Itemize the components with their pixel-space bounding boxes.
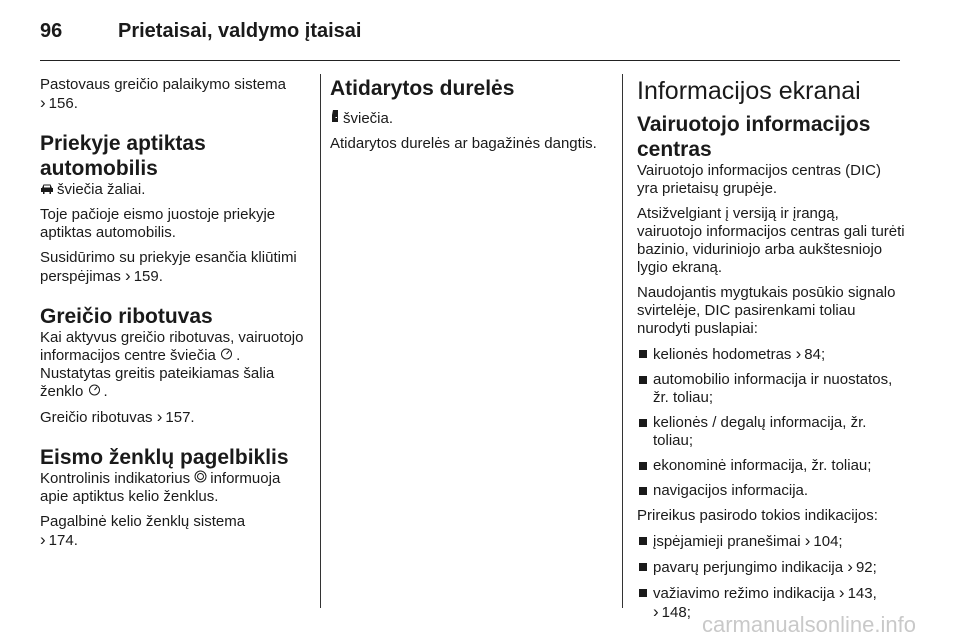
watermark: carmanualsonline.info [701,612,916,637]
page-header [40,20,900,61]
column-divider [320,74,321,608]
page-list [637,345,905,500]
list-item: kelionės hodometras › 84; [637,345,905,364]
paragraph: Vairuotojo informacijos centras (DIC) yra prietaisų grupėje. [637,162,881,197]
page-number: 96 [40,20,63,42]
paragraph: Atidarytos durelės ar bagažinės dangtis. [330,135,597,152]
paragraph: Susidūrimo su priekyje esančia kliūtimi perspėjimas › 159. [40,249,310,286]
page-ref: › 159. [125,268,163,285]
page-ref: › 157. [157,409,195,426]
list-item: važiavimo režimo indikacija › 143, › 148; [637,584,905,622]
page-ref: › 104; [805,533,843,550]
paragraph: Naudojantis mygtukais posūkio signalo svirtelėje, DIC pasirenkami toliau nurodyti puslapiai: [637,284,896,337]
list-item: automobilio informacija ir nuostatos, žr. toliau; [637,371,905,407]
section-heading: Vairuotojo informacijos centras [637,113,871,161]
paragraph: Kai aktyvus greičio ribotuvas, vairuotojo informacijos centre šviečia . Nustatytas greitis pateikiamas šalia ženklo . [40,329,304,400]
section-heading: Eismo ženklų pagelbiklis [40,446,289,469]
paragraph: šviečia žaliai. [40,181,310,199]
column-left [40,76,310,557]
list-item: kelionės / degalų informacija, žr. toliau; [637,414,905,450]
section-heading: Greičio ribotuvas [40,305,213,328]
section-heading: Priekyje aptiktas automobilis [40,132,206,180]
page-ref: › 143, [839,585,877,602]
page-ref: › 92; [847,559,877,576]
list-item: pavarų perjungimo indikacija › 92; [637,558,905,577]
column-right [637,76,905,629]
traffic-sign-icon [194,470,207,488]
column-middle [330,76,600,160]
car-icon [40,181,54,199]
paragraph: šviečia. [330,109,600,128]
paragraph: Atsižvelgiant į versiją ir įrangą, vairuotojo informacijos centras gali turėti bazinio, viduriniojo arba aukštesniojo lygio ekraną. [637,205,905,276]
list-item: įspėjamieji pranešimai › 104; [637,532,905,551]
paragraph: Prireikus pasirodo tokios indikacijos: [637,507,878,524]
section-heading: Atidarytos durelės [330,77,515,100]
speed-limiter-icon [88,383,101,401]
paragraph: Pagalbinė kelio ženklų sistema › 174. [40,513,310,550]
indication-list [637,532,905,622]
header-title: Prietaisai, valdymo įtaisai [118,20,362,42]
door-icon [330,109,340,128]
page-ref: › 156. [40,95,78,112]
chapter-heading: Informacijos ekranai [637,77,861,105]
list-item: ekonominė informacija, žr. toliau; [637,457,905,475]
paragraph: Kontrolinis indikatorius informuoja apie aptiktus kelio ženklus. [40,470,281,505]
page-ref: › 174. [40,532,78,549]
paragraph: Greičio ribotuvas › 157. [40,408,310,427]
speed-limiter-icon [220,347,233,365]
column-divider [622,74,623,608]
page-ref: › 148; [653,604,691,621]
list-item: navigacijos informacija. [637,482,905,500]
page-ref: › 84; [796,346,826,363]
intro-paragraph: Pastovaus greičio palaikymo sistema › 156. [40,76,310,113]
paragraph: Toje pačioje eismo juostoje priekyje aptiktas automobilis. [40,206,276,241]
